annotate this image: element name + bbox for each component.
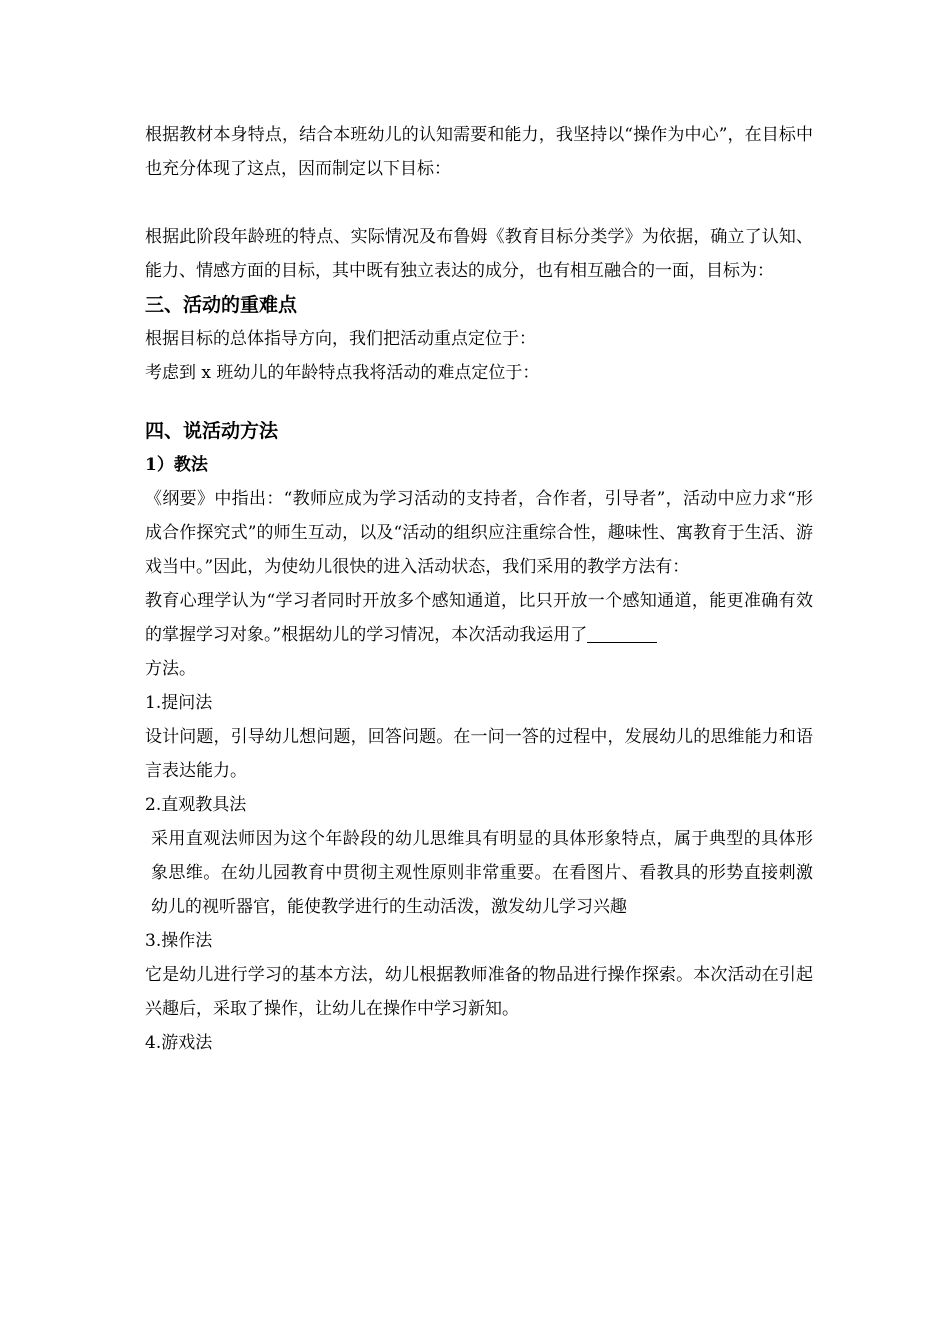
method-3-title: 3.操作法 bbox=[145, 931, 213, 951]
psychology-text-end: 方法。 bbox=[145, 659, 196, 679]
paragraph-goal-intro: 根据教材本身特点，结合本班幼儿的认知需要和能力，我坚持以“操作为中心”，在目标中也充分体现了这点，因而制定以下目标： bbox=[145, 125, 813, 179]
method-4-title: 4.游戏法 bbox=[145, 1033, 213, 1053]
spacer bbox=[145, 390, 813, 414]
method-2-text: 采用直观法师因为这个年龄段的幼儿思维具有明显的具体形象特点，属于典型的具体形象思维。在幼儿园教育中贯彻主观性原则非常重要。在看图片、看教具的形势直接刺激幼儿的视听器官，能使教学进行的生动活泼，激发幼儿学习兴趣 bbox=[151, 829, 813, 917]
paragraph-key-point: 根据目标的总体指导方向，我们把活动重点定位于： bbox=[145, 329, 536, 349]
heading-key-difficult-points: 三、活动的重难点 bbox=[145, 294, 298, 316]
psychology-text: 教育心理学认为“学习者同时开放多个感知通道，比只开放一个感知通道，能更准确有效的掌握学习对象。”根据幼儿的学习情况，本次活动我运用了 bbox=[145, 591, 813, 645]
method-1-text: 设计问题，引导幼儿想问题，回答问题。在一问一答的过程中，发展幼儿的思维能力和语言表达能力。 bbox=[145, 727, 813, 781]
heading-activity-methods: 四、说活动方法 bbox=[145, 420, 279, 442]
paragraph-guideline: 《纲要》中指出：“教师应成为学习活动的支持者，合作者，引导者”，活动中应力求“形成合作探究式”的师生互动，以及“活动的组织应注重综合性，趣味性、寓教育于生活、游戏当中。”因此，为使幼儿很快的进入活动状态，我们采用的教学方法有： bbox=[145, 489, 813, 577]
spacer bbox=[145, 186, 813, 220]
heading-teaching-method: 1）教法 bbox=[145, 455, 208, 475]
fill-in-blank bbox=[587, 625, 657, 643]
method-1-title: 1.提问法 bbox=[145, 693, 213, 713]
paragraph-psychology bbox=[145, 584, 813, 686]
paragraph-goal-basis: 根据此阶段年龄班的特点、实际情况及布鲁姆《教育目标分类学》为依据，确立了认知、能力、情感方面的目标，其中既有独立表达的成分，也有相互融合的一面，目标为： bbox=[145, 227, 813, 281]
document-page bbox=[145, 118, 813, 1060]
method-3-text: 它是幼儿进行学习的基本方法，幼儿根据教师准备的物品进行操作探索。本次活动在引起兴趣后，采取了操作，让幼儿在操作中学习新知。 bbox=[145, 965, 813, 1019]
paragraph-difficult-point: 考虑到 x 班幼儿的年龄特点我将活动的难点定位于： bbox=[145, 363, 540, 383]
method-2-title: 2.直观教具法 bbox=[145, 795, 247, 815]
